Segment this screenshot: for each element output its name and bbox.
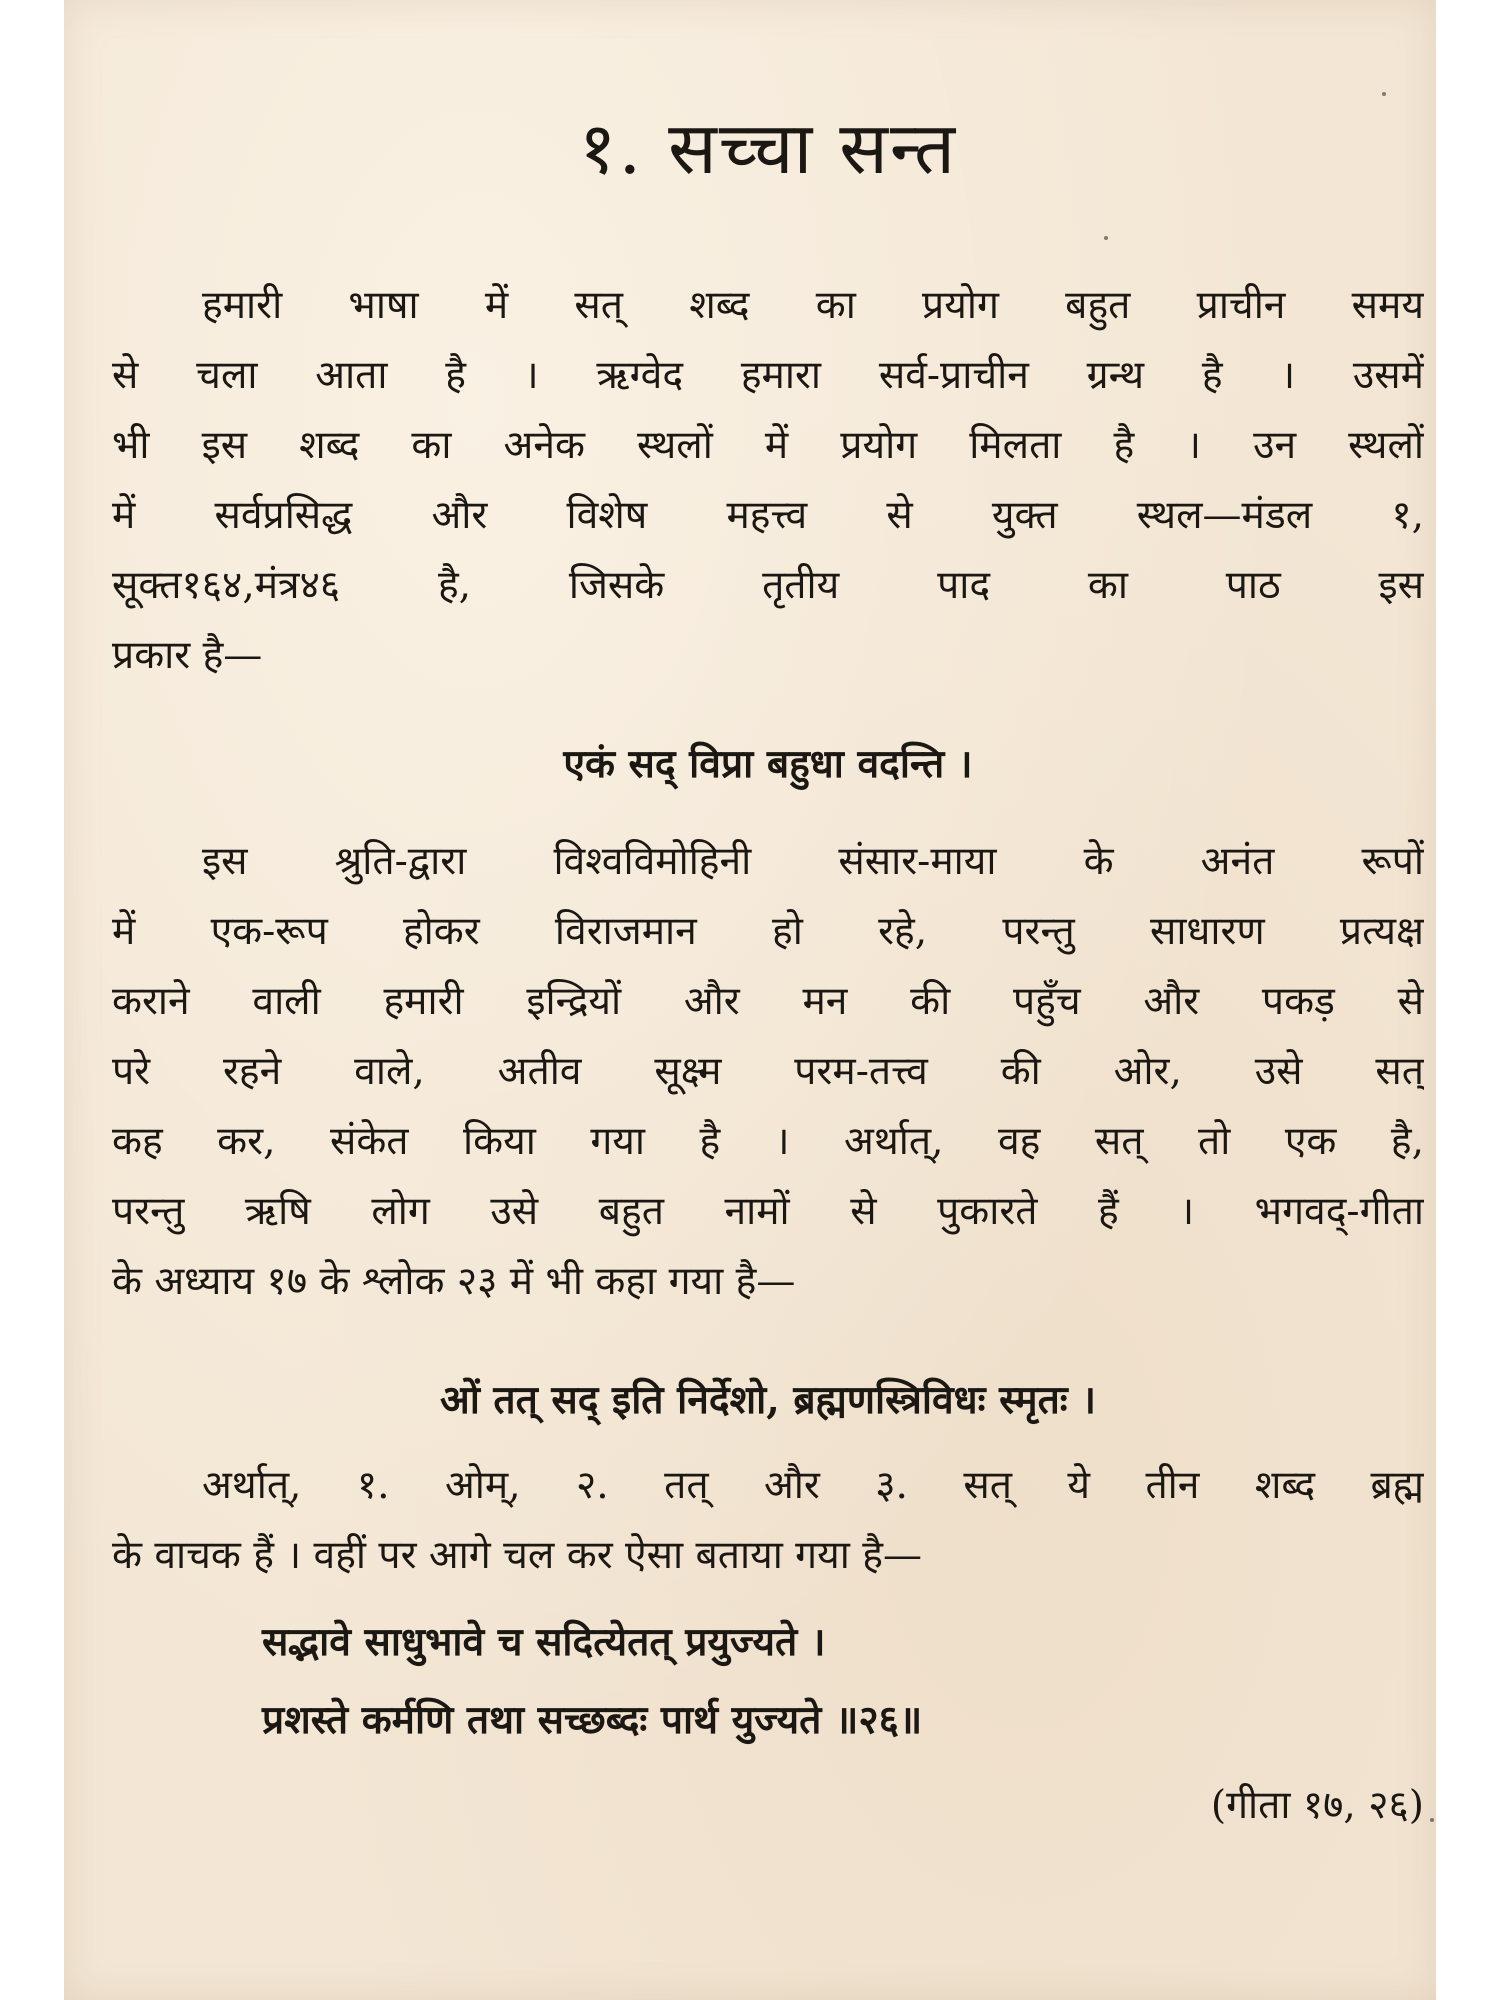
paragraph-2-line-3: कराने वाली हमारी इन्द्रियों और मन की पहुँच और पकड़ से — [112, 979, 1424, 1024]
paragraph-2-line-7: के अध्याय १७ के श्लोक २३ में भी कहा गया है— — [112, 1259, 796, 1304]
verse-gita-17-26-line-1: सद्भावे साधुभावे च सदित्येतत् प्रयुज्यते । — [262, 1619, 826, 1665]
paragraph-1-line-1: हमारी भाषा में सत् शब्द का प्रयोग बहुत प्राचीन समय — [202, 283, 1424, 328]
gita-citation: (गीता १७, २६) — [1210, 1783, 1424, 1828]
print-speck — [1382, 92, 1386, 96]
paragraph-3-line-2: के वाचक हैं । वहीं पर आगे चल कर ऐसा बताया गया है— — [112, 1533, 922, 1578]
page-text — [112, 0, 1424, 2000]
verse-gita-17-26-line-2: प्रशस्ते कर्मणि तथा सच्छब्दः पार्थ युज्यते ॥२६॥ — [262, 1697, 923, 1743]
print-speck — [1104, 236, 1108, 240]
paragraph-2-line-6: परन्तु ऋषि लोग उसे बहुत नामों से पुकारते हैं । भगवद्-गीता — [112, 1189, 1424, 1234]
paragraph-1-line-5: सूक्त१६४,मंत्र४६ है, जिसके तृतीय पाद का पाठ इस — [112, 563, 1424, 608]
verse-rigveda: एकं सद् विप्रा बहुधा वदन्ति । — [563, 741, 973, 787]
chapter-title: १. सच्चा सन्त — [578, 106, 958, 190]
paragraph-2-line-5: कह कर, संकेत किया गया है । अर्थात्, वह सत् तो एक है, — [112, 1119, 1424, 1164]
paragraph-2-line-4: परे रहने वाले, अतीव सूक्ष्म परम-तत्त्व की ओर, उसे सत् — [112, 1049, 1424, 1094]
paragraph-3-line-1: अर्थात्, १. ओम्, २. तत् और ३. सत् ये तीन शब्द ब्रह्म — [202, 1463, 1424, 1508]
print-speck — [1430, 1818, 1434, 1822]
paragraph-1-line-6: प्रकार है— — [112, 633, 263, 678]
paragraph-2-line-2: में एक-रूप होकर विराजमान हो रहे, परन्तु साधारण प्रत्यक्ष — [112, 909, 1424, 954]
paragraph-1-line-3: भी इस शब्द का अनेक स्थलों में प्रयोग मिलता है । उन स्थलों — [112, 423, 1424, 468]
paragraph-2-line-1: इस श्रुति-द्वारा विश्वविमोहिनी संसार-माया के अनंत रूपों — [202, 839, 1424, 884]
book-page — [64, 0, 1436, 2000]
paragraph-1-line-2: से चला आता है । ऋग्वेद हमारा सर्व-प्राचीन ग्रन्थ है । उसमें — [112, 353, 1424, 398]
verse-gita-17-23: ओं तत् सद् इति निर्देशो, ब्रह्मणस्त्रिविधः स्मृतः । — [439, 1377, 1097, 1423]
paragraph-1-line-4: में सर्वप्रसिद्ध और विशेष महत्त्व से युक्त स्थल—मंडल १, — [112, 493, 1424, 538]
